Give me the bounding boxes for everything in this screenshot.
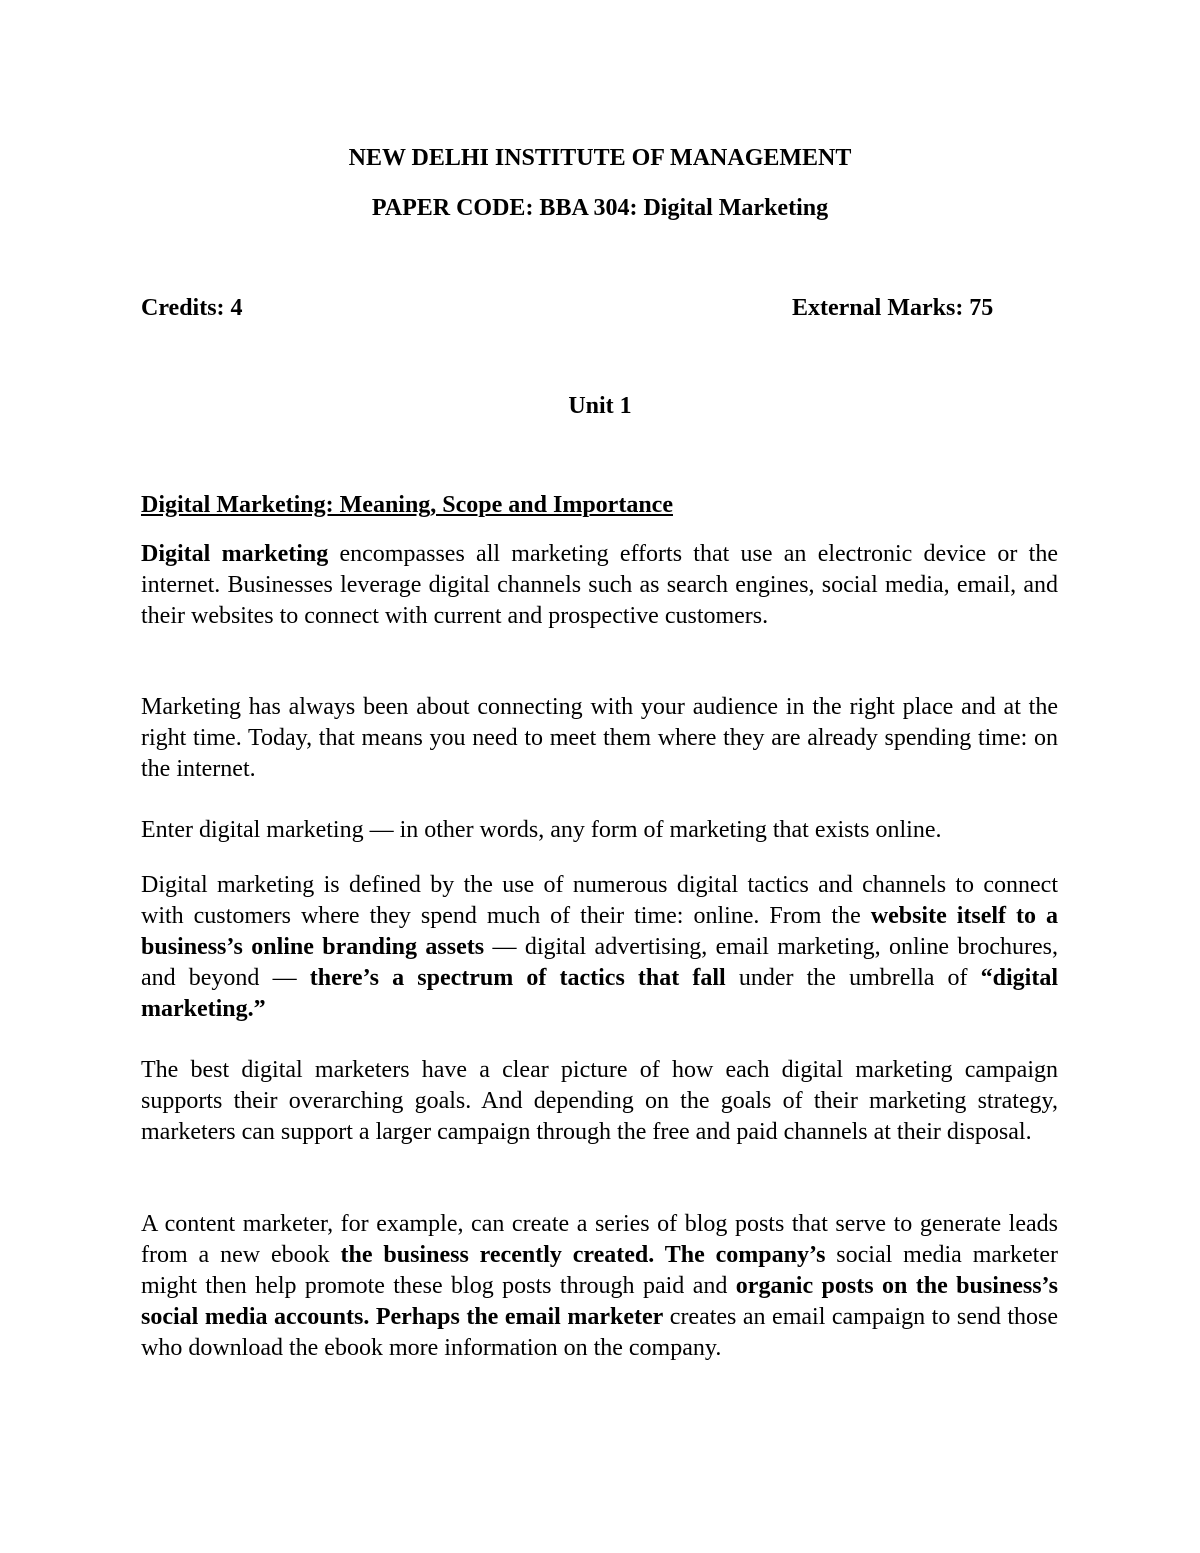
paragraph-1-text: encompasses all marketing efforts that use an electronic device or the internet. Businesses leverage digital channels such as search engines, social media, email, and their websites to connect with current and prospective customers.: [141, 541, 1058, 629]
paragraph-6-bold-1: the business recently created. The company’s: [340, 1242, 826, 1268]
paragraph-5: The best digital marketers have a clear picture of how each digital marketing campaign supports their overarching goals. And depending on the goals of their marketing strategy, marketers can support a larger campaign through the free and paid channels at their disposal.: [141, 1057, 1058, 1145]
paper-code: PAPER CODE: BBA 304: Digital Marketing: [371, 195, 829, 221]
paragraph-1: [141, 539, 1058, 632]
paragraph-4-text-3: under the umbrella of: [725, 965, 981, 991]
external-marks-label: External Marks: 75: [792, 295, 994, 321]
paragraph-6: [141, 1209, 1058, 1364]
institute-title: NEW DELHI INSTITUTE OF MANAGEMENT: [348, 145, 852, 171]
paragraph-4-bold-1: website itself to a business’s online branding assets: [141, 903, 1058, 960]
section-heading: Digital Marketing: Meaning, Scope and Importance: [141, 492, 673, 518]
paragraph-4-bold-2: there’s a spectrum of tactics that fall: [309, 965, 726, 991]
paragraph-6-bold-2: organic posts on the business’s social media accounts. Perhaps the email marketer: [141, 1273, 1058, 1330]
paragraph-6-text-1: A content marketer, for example, can create a series of blog posts that serve to generate leads from a new ebook: [141, 1211, 1058, 1268]
credits-label: Credits: 4: [141, 295, 243, 321]
paragraph-2: Marketing has always been about connecting with your audience in the right place and at the right time. Today, that means you need to meet them where they are already spending time: on the internet.: [141, 694, 1058, 782]
paragraph-6-text-2: social media marketer might then help promote these blog posts through paid and: [141, 1242, 1058, 1299]
paragraph-4-text-1: Digital marketing is defined by the use of numerous digital tactics and channels to connect with customers where they spend much of their time: online. From the: [141, 872, 1058, 929]
paragraph-4-bold-3: “digital marketing.”: [141, 965, 1058, 1022]
paragraph-4: [141, 870, 1058, 1025]
unit-title: Unit 1: [568, 393, 632, 419]
paragraph-1-bold-lead: Digital marketing: [141, 541, 329, 567]
paragraph-6-text-3: creates an email campaign to send those who download the ebook more information on the company.: [141, 1304, 1059, 1361]
paragraph-4-text-2: — digital advertising, email marketing, online brochures, and beyond —: [141, 934, 1058, 991]
paragraph-3: Enter digital marketing — in other words, any form of marketing that exists online.: [141, 817, 942, 843]
